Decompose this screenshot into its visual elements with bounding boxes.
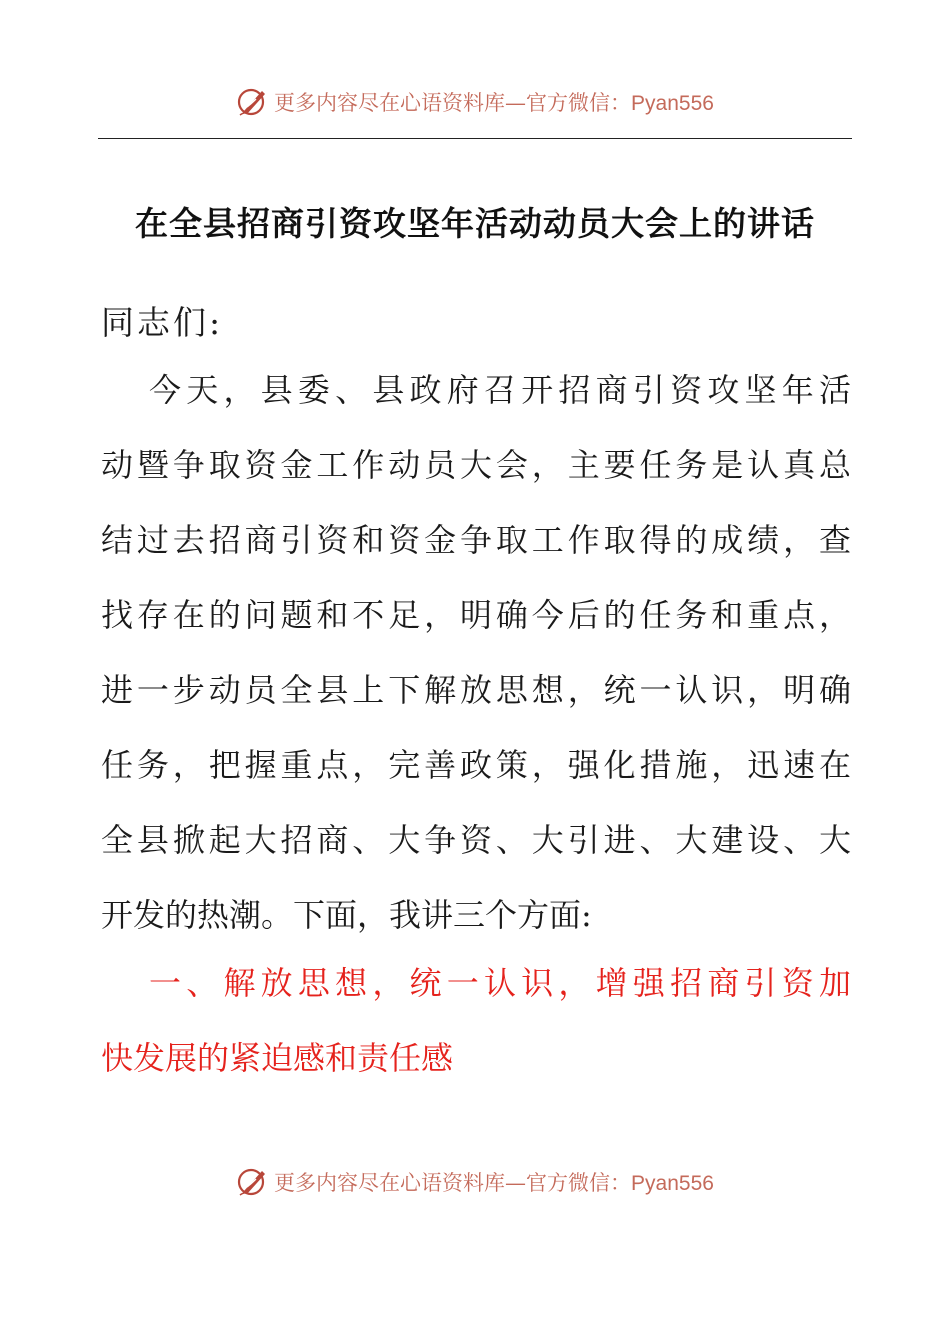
- paragraph-line: 结过去招商引资和资金争取工作取得的成绩，查: [101, 521, 851, 559]
- section-heading-line: 一、解放思想，统一认识，增强招商引资加: [149, 964, 851, 1002]
- header-rule: [98, 138, 852, 139]
- header-watermark-text: 更多内容尽在心语资料库—官方微信：Pyan556: [274, 91, 714, 115]
- header-watermark: [0, 82, 950, 122]
- document-title: 在全县招商引资攻坚年活动动员大会上的讲话: [135, 204, 815, 243]
- paragraph-line: 今天，县委、县政府召开招商引资攻坚年活: [149, 371, 851, 409]
- salutation: 同志们:: [101, 303, 224, 342]
- section-heading: [101, 946, 851, 1096]
- paragraph-line: 动暨争取资金工作动员大会，主要任务是认真总: [101, 446, 851, 484]
- footer-watermark: [0, 1162, 950, 1202]
- section-heading-line: 快发展的紧迫感和责任感: [101, 1039, 454, 1077]
- paragraph-line: 进一步动员全县上下解放思想，统一认识，明确: [101, 671, 851, 709]
- pen-logo-icon: [236, 85, 270, 119]
- body-paragraph: [101, 353, 851, 953]
- paragraph-line: 开发的热潮。下面，我讲三个方面:: [101, 896, 592, 934]
- pen-logo-icon: [236, 1165, 270, 1199]
- footer-watermark-text: 更多内容尽在心语资料库—官方微信：Pyan556: [274, 1171, 714, 1195]
- paragraph-line: 找存在的问题和不足，明确今后的任务和重点，: [101, 596, 851, 634]
- paragraph-line: 全县掀起大招商、大争资、大引进、大建设、大: [101, 821, 851, 859]
- paragraph-line: 任务，把握重点，完善政策，强化措施，迅速在: [101, 746, 851, 784]
